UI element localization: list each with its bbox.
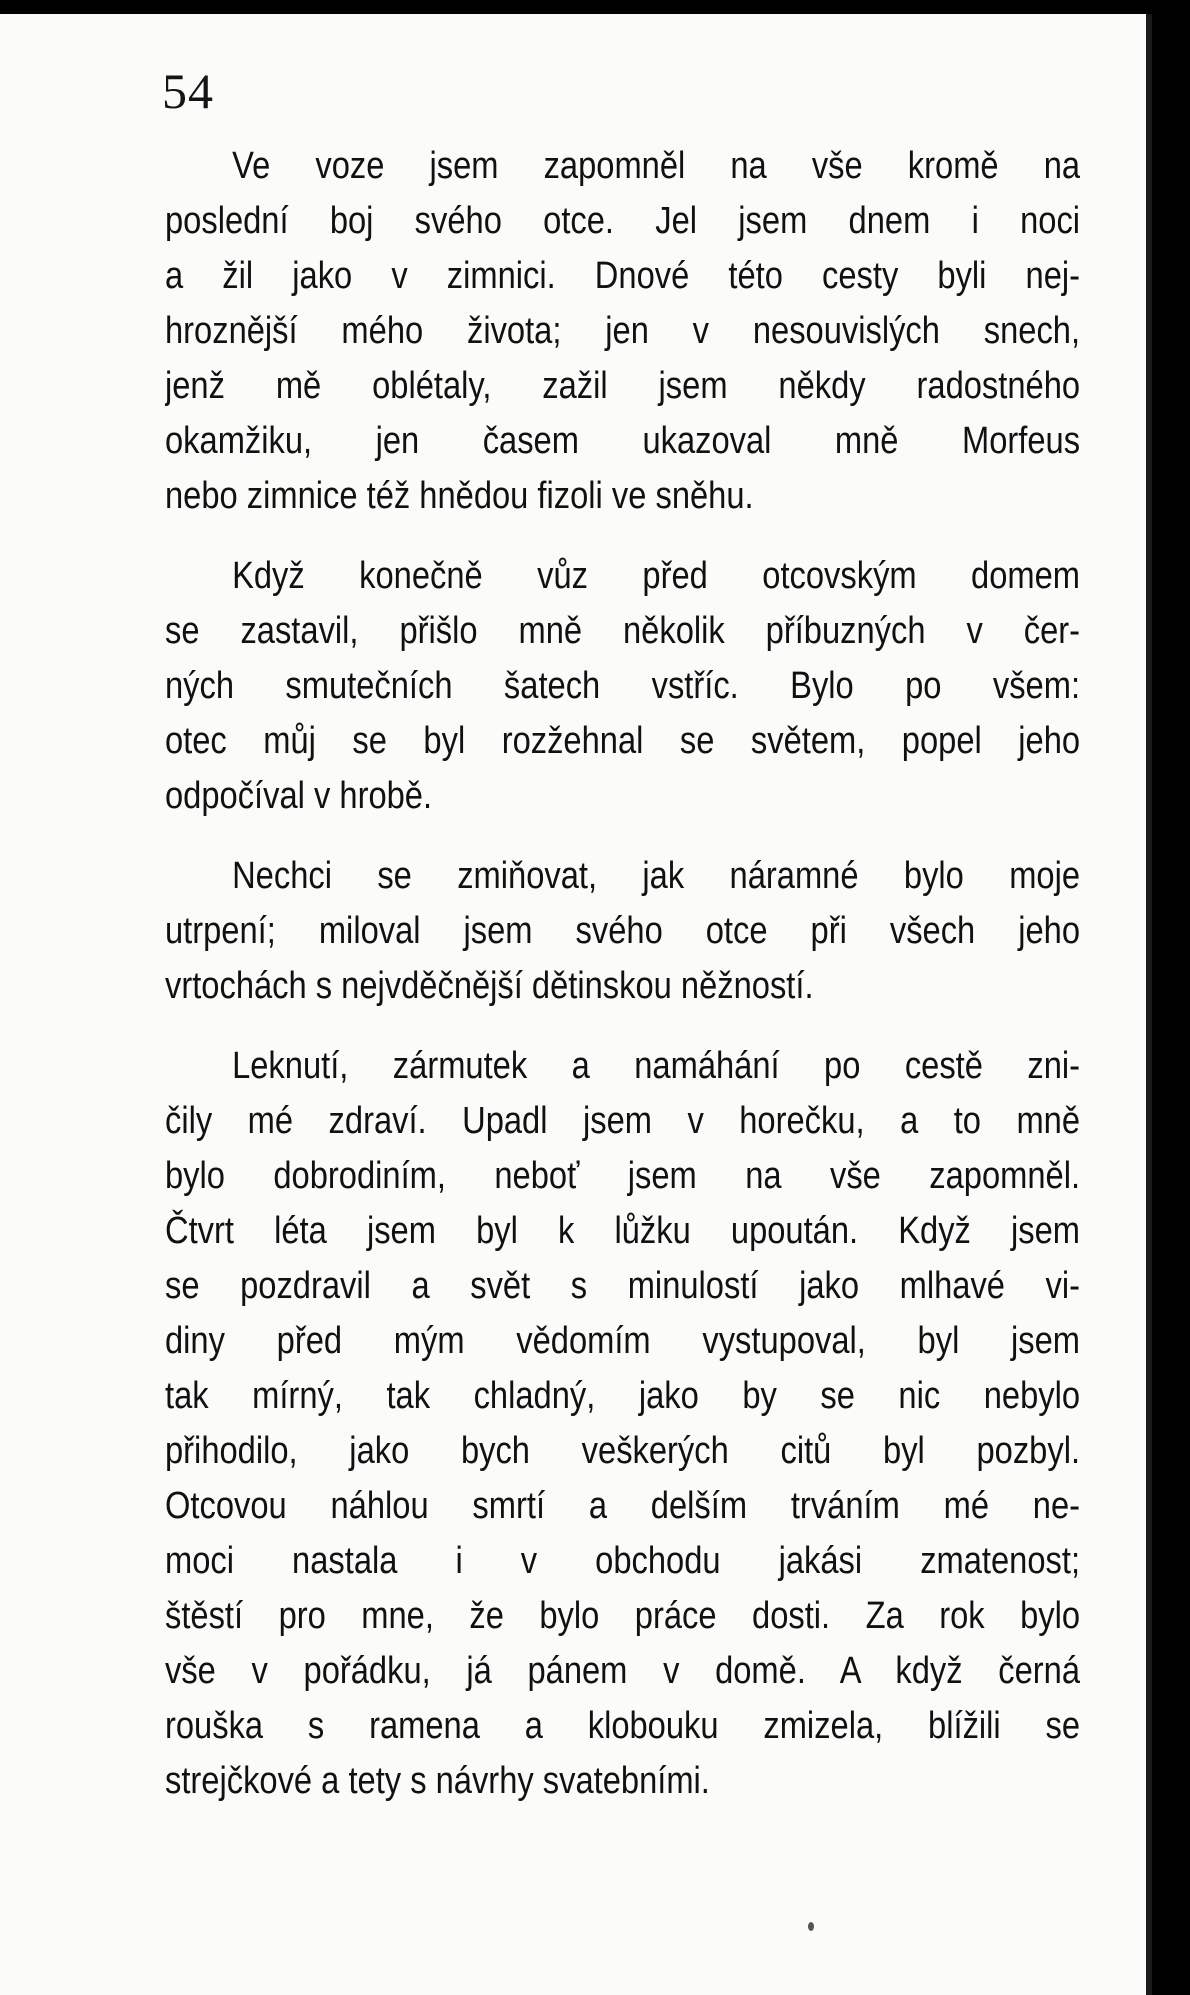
text-line: vše v pořádku, já pánem v domě. A když černá [165,1650,1081,1692]
text-line: se zastavil, přišlo mně několik příbuzných v čer- [165,610,1081,652]
scan-border-right [1152,0,1190,1995]
scan-speck [808,1922,814,1931]
paragraph [165,549,1080,824]
text-line: štěstí pro mne, že bylo práce dosti. Za rok bylo [165,1595,1081,1637]
text-line: nebo zimnice též hnědou fizoli ve sněhu. [165,475,754,517]
text-line: odpočíval v hrobě. [165,775,433,817]
text-line: Čtvrt léta jsem byl k lůžku upoután. Když jsem [165,1210,1081,1252]
text-line: čily mé zdraví. Upadl jsem v horečku, a to mně [165,1100,1081,1142]
text-line: okamžiku, jen časem ukazoval mně Morfeus [165,420,1081,462]
text-line: rouška s ramena a klobouku zmizela, blížili se [165,1705,1081,1747]
text-line: vrtochách s nejvděčnější dětinskou něžností. [165,965,814,1007]
text-line: bylo dobrodiním, neboť jsem na vše zapomněl. [165,1155,1081,1197]
text-line: poslední boj svého otce. Jel jsem dnem i noci [165,200,1081,242]
text-line: Ve voze jsem zapomněl na vše kromě na [232,145,1081,187]
text-line: Když konečně vůz před otcovským domem [232,555,1081,597]
text-line: přihodilo, jako bych veškerých citů byl pozbyl. [165,1430,1081,1472]
text-line: jenž mě oblétaly, zažil jsem někdy radostného [165,365,1081,407]
paragraph [165,849,1080,1014]
paragraph [165,139,1080,524]
text-line: otec můj se byl rozžehnal se světem, popel jeho [165,720,1081,762]
text-line: diny před mým vědomím vystupoval, byl jsem [165,1320,1081,1362]
text-line: tak mírný, tak chladný, jako by se nic nebylo [165,1375,1081,1417]
text-line: utrpení; miloval jsem svého otce při všech jeho [165,910,1081,952]
text-line: Otcovou náhlou smrtí a delším trváním mé ne- [165,1485,1081,1527]
body-text [165,139,1081,1834]
page-number: 54 [162,63,214,119]
text-line: hroznější mého života; jen v nesouvislých snech, [165,310,1081,352]
text-line: Leknutí, zármutek a namáhání po cestě zni- [232,1045,1081,1087]
text-line: Nechci se zmiňovat, jak náramné bylo moje [232,855,1081,897]
text-line: strejčkové a tety s návrhy svatebními. [165,1760,710,1802]
text-line: moci nastala i v obchodu jakási zmatenost; [165,1540,1081,1582]
text-line: a žil jako v zimnici. Dnové této cesty byli nej- [165,255,1081,297]
text-line: se pozdravil a svět s minulostí jako mlhavé vi- [165,1265,1081,1307]
scan-border-top [0,0,1190,14]
paragraph [165,1039,1080,1809]
text-line: ných smutečních šatech vstříc. Bylo po všem: [165,665,1081,707]
